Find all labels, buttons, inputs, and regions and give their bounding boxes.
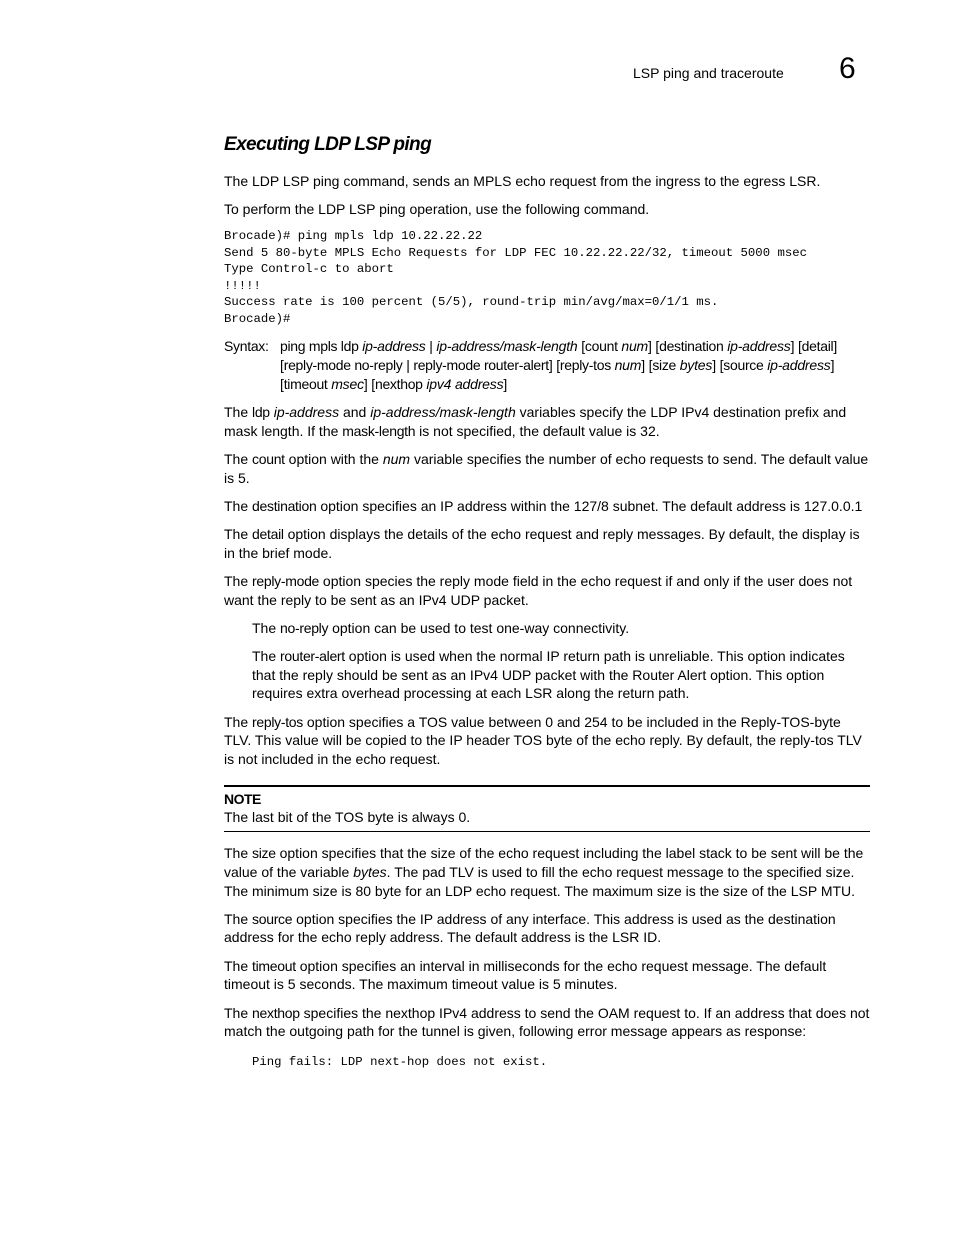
text-run: The	[224, 450, 253, 467]
text-run: option with the	[284, 450, 383, 467]
option-paragraph	[224, 844, 870, 900]
option-paragraph	[224, 403, 870, 440]
keyword: ldp	[252, 404, 270, 421]
text-run: ] [	[363, 375, 375, 392]
keyword: count	[252, 450, 285, 467]
variable: ip-address	[727, 338, 791, 355]
page-body	[224, 172, 870, 1072]
keyword: timeout	[252, 957, 296, 974]
variable: ip-address/mask-length	[370, 404, 516, 421]
variable: ip-address	[767, 357, 831, 374]
note-label: NOTE	[224, 790, 261, 807]
text-run: option specifies an interval in milliseconds for the echo request message. The default timeout is 5 seconds. The maximum timeout value is 5 minutes.	[224, 957, 827, 993]
text-run: . The pad TLV is used to fill the echo request message to the specified size. The minimum size is 80 byte for an LDP echo request. The maximum size is the size of the LSP MTU.	[224, 863, 856, 899]
keyword: size	[652, 357, 677, 374]
option-paragraph	[252, 619, 870, 638]
text-run: The	[252, 648, 281, 665]
note-text: The last bit of the TOS byte is always 0.	[224, 809, 471, 826]
keyword: nexthop	[374, 375, 423, 392]
variable: ipv4 address	[426, 375, 504, 392]
intro-paragraph-1: The LDP LSP ping command, sends an MPLS echo request from the ingress to the egress LSR.	[224, 173, 821, 189]
keyword: destination	[252, 497, 317, 514]
keyword: detail	[252, 526, 284, 543]
text-run: The	[224, 713, 253, 730]
text-run: option can be used to test one-way connectivity.	[328, 619, 630, 636]
intro-paragraph-2: To perform the LDP LSP ping operation, use the following command.	[224, 201, 650, 218]
keyword: mask-length	[342, 422, 416, 439]
chapter-number: 6	[839, 52, 856, 85]
text-run: variable specifies the number of echo requests to send. The default value is 5.	[224, 450, 869, 486]
option-paragraph	[224, 957, 870, 994]
syntax-text	[280, 337, 870, 393]
variable: bytes	[353, 863, 387, 880]
option-descriptions-continued	[224, 844, 870, 1041]
text-run: |	[425, 338, 437, 355]
text-run: The	[224, 1004, 253, 1021]
note-box	[224, 785, 870, 832]
text-run: option is used when the normal IP return path is unreliable. This option indicates that the reply should be sent as an IPv4 UDP packet with the Router Alert option. This option requires extra overhead processing at each LSR along the return path.	[252, 648, 845, 702]
keyword: timeout	[283, 375, 328, 392]
keyword: destination	[659, 338, 724, 355]
text-run: specifies the nexthop IPv4 address to send the OAM request to. If an address that does not match the outgoing path for the tunnel is given, following error message appears as response:	[224, 1004, 870, 1040]
text-run: is not specified, the default value is 32.	[415, 422, 660, 439]
keyword: detail	[801, 338, 834, 355]
text-run: ] [	[548, 357, 560, 374]
text-run: variables specify the LDP IPv4 destination prefix and mask length. If the	[224, 404, 847, 439]
keyword: no-reply	[280, 619, 329, 636]
keyword: nexthop	[252, 1004, 300, 1021]
option-paragraph	[224, 713, 870, 769]
keyword: size	[252, 845, 276, 862]
option-paragraph	[252, 647, 870, 703]
variable: num	[614, 357, 642, 374]
variable: ip-address/mask-length	[436, 338, 578, 355]
text-run: option displays the details of the echo request and reply messages. By default, the display is in the brief mode.	[224, 526, 860, 561]
text-run: option specifies the IP address of any interface. This address is used as the destination address for the echo reply address. The default address is the LSR ID.	[224, 910, 836, 946]
text-run: ]	[503, 375, 508, 392]
syntax-block	[224, 337, 870, 393]
text-run: ] [	[280, 338, 838, 374]
variable: msec	[331, 375, 364, 392]
option-paragraph	[224, 1004, 870, 1041]
command-example: Brocade)# ping mpls ldp 10.22.22.22 Send 5 80-byte MPLS Echo Requests for LDP FEC 10.22.22.22/32, timeout 5000 msec Type Control-c to abort !!!!! Success rate is 100 percent (5/5), round-trip min/avg/max=0/1/1 ms. Brocade)#	[224, 229, 807, 326]
section-title: LSP ping and traceroute	[633, 65, 784, 81]
keyword: reply-mode	[252, 572, 320, 589]
keyword: reply-tos	[559, 357, 611, 374]
text-run: The	[252, 619, 281, 636]
option-paragraph	[224, 450, 870, 487]
keyword: count	[584, 338, 618, 355]
text-run: option species the reply mode field in the echo request if and only if the user does not want the reply to be sent as an IPv4 UDP packet.	[224, 572, 853, 608]
option-paragraph	[224, 572, 870, 609]
variable: ip-address	[362, 338, 426, 355]
text-run: ] [	[790, 338, 802, 355]
variable: num	[621, 338, 648, 355]
keyword: source	[723, 357, 764, 374]
keyword: router-alert	[280, 648, 345, 665]
keyword: source	[252, 910, 293, 927]
text-run: option specifies a TOS value between 0 and 254 to be included in the Reply-TOS-byte TLV. This value will be copied to the IP header TOS byte of the echo reply. By default, the reply-tos TLV is not included in the echo request.	[224, 713, 862, 768]
text-run: ] [	[648, 338, 660, 355]
text-run: The	[224, 497, 253, 514]
error-message-example: Ping fails: LDP next-hop does not exist.	[252, 1055, 548, 1069]
keyword: reply-tos	[252, 713, 303, 730]
text-run: The	[224, 572, 253, 589]
text-run: |	[402, 357, 414, 374]
text-run: ] [	[641, 357, 653, 374]
text-run: [	[577, 338, 585, 355]
keyword: reply-mode no-reply	[283, 357, 403, 374]
text-run: The	[224, 957, 253, 974]
option-paragraph	[224, 497, 870, 516]
option-paragraph	[224, 525, 870, 562]
section-heading: Executing LDP LSP ping	[224, 134, 432, 155]
text-run: ] [	[280, 357, 835, 392]
text-run: The	[224, 526, 253, 543]
variable: num	[382, 450, 411, 467]
option-paragraph	[224, 910, 870, 947]
text-run: The	[224, 404, 253, 421]
option-descriptions	[224, 403, 870, 769]
keyword: reply-mode router-alert	[413, 357, 549, 374]
text-run: option specifies an IP address within the 127/8 subnet. The default address is 127.0.0.1	[316, 497, 863, 514]
text-run: and	[339, 404, 371, 421]
text-run: The	[224, 845, 253, 862]
text-run: The	[224, 910, 253, 927]
variable: ip-address	[273, 404, 340, 421]
text-run: option specifies that the size of the echo request including the label stack to be sent will be the value of the variable	[224, 845, 864, 880]
text-run: ] [	[712, 357, 724, 374]
variable: bytes	[679, 357, 713, 374]
syntax-label: Syntax:	[224, 338, 269, 355]
keyword: ping mpls ldp	[280, 338, 363, 355]
